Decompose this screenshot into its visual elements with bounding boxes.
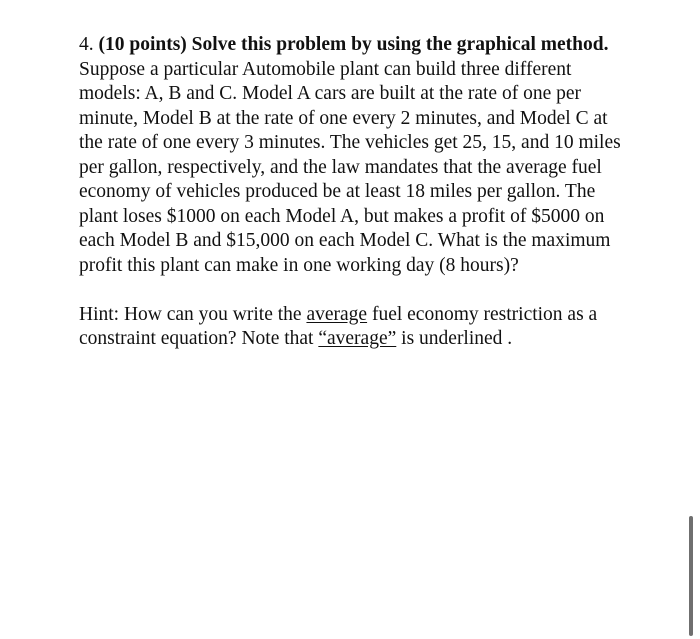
hint-middle: fuel economy restriction as a constraint equation? Note that xyxy=(79,303,598,349)
hint-quoted-average: average” xyxy=(327,328,397,349)
problem-body: Suppose a particular Automobile plant can build three different models: A, B and C. Model A cars are built at the rate of one per minute, Model B at the rate of one every 2 minutes, and Model C at the rate of one every 3 minutes. The vehicles get 25, 15, and 10 miles per gallon, respectively, and the law mandates that the average fuel economy of vehicles produced be at least 18 miles per gallon. The plant loses $1000 on each Model A, but makes a profit of $5000 on each Model B and $15,000 on each Model C. What is the maximum profit this plant can make in one working day (8 hours)? xyxy=(79,58,621,276)
problem-statement xyxy=(79,33,627,352)
hint-quote-open: “ xyxy=(318,328,327,349)
problem-heading xyxy=(79,33,627,58)
hint-prefix: Hint: How can you write the xyxy=(79,303,307,325)
hint-suffix: is underlined . xyxy=(396,328,513,349)
problem-number: 4. xyxy=(79,34,94,55)
vertical-scrollbar[interactable] xyxy=(689,516,693,636)
hint-underlined-average: average xyxy=(306,303,368,325)
hint-paragraph xyxy=(79,303,627,352)
problem-points-label: (10 points) Solve this problem by using the graphical method. xyxy=(98,34,609,55)
